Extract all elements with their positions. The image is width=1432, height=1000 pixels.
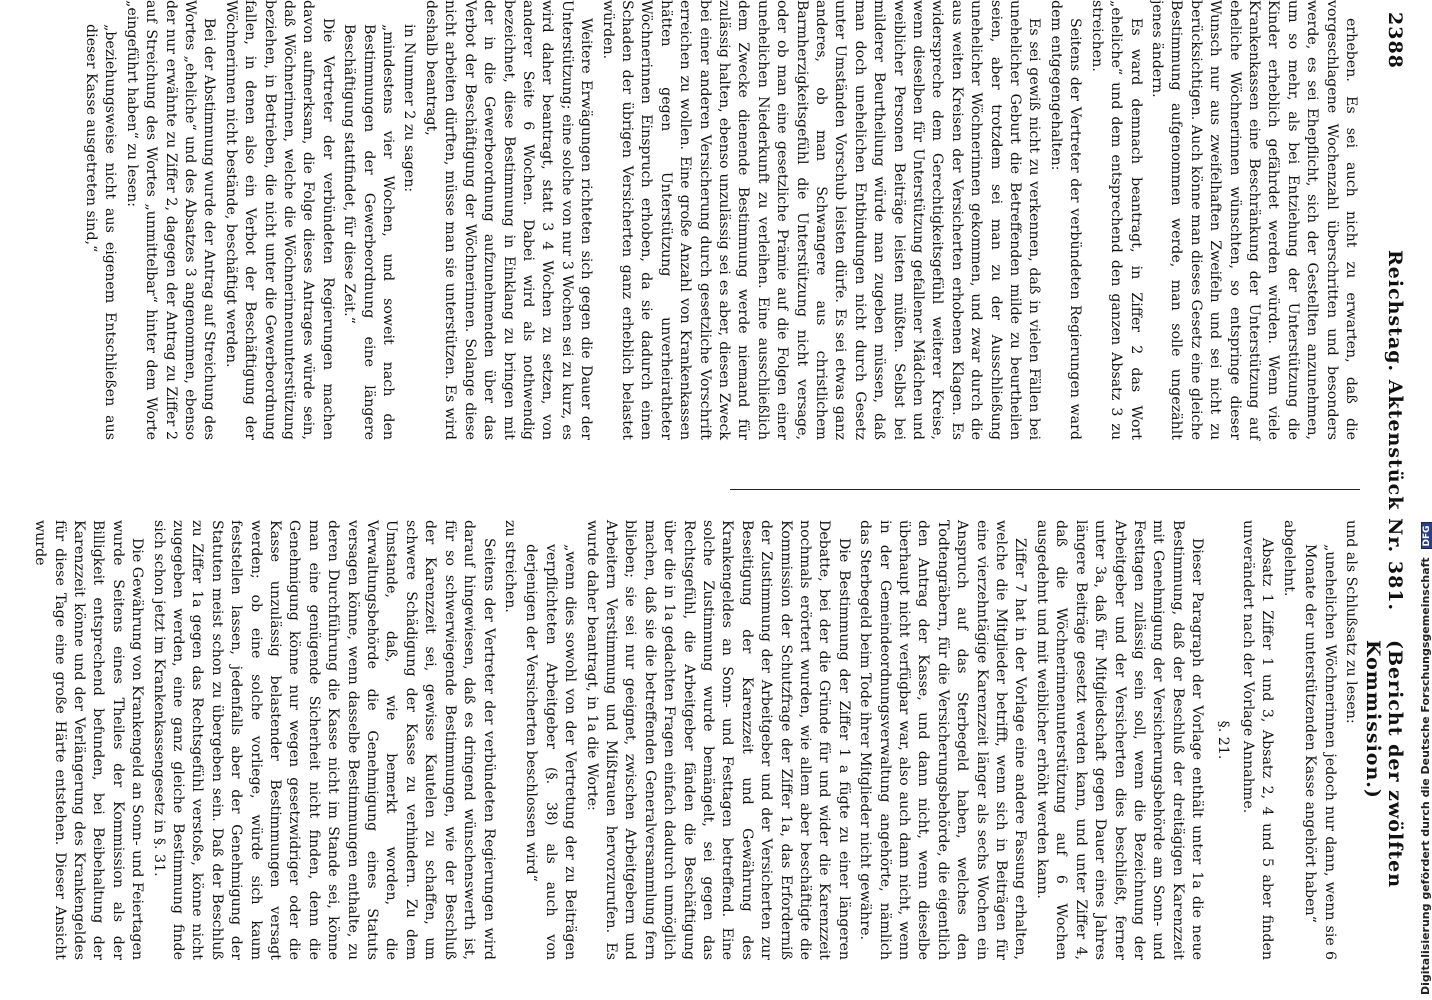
paragraph: „unehelichen Wöchnerinnen jedoch nur dann, wenn sie 6 Monate der unterstützenden Kasse angehört haben“ xyxy=(1302,544,1338,960)
paragraph: abgelehnt. xyxy=(1280,520,1297,597)
page-number: 2388 xyxy=(1384,12,1406,69)
paragraph: Es sei gewiß nicht zu verkennen, daß in vielen Fällen bei unehelicher Geburt die Betreffenden milde zu beurtheilen seien, aber trotzdem sei man zu der Ausschließung unehelicher Wöchnerinnen gekommen, und zwar durch die aus weiten Kreisen der Versicherten erhobenen Klagen. Es widerspreche dem Gerechtigkeitsgefühl weiterer Kreise, wenn dieselben für Unterstützung gefallener Mädchen und weiblicher Personen Beiträge leisten müßten. Selbst bei milderer Beurtheilung würde man zugeben müssen, daß man doch unehelichen Entbindungen nicht durch Gesetz unter Umständen Vorschub leisten dürfe. Es sei etwas ganz anderes, ob man Schwangere aus christlichem Barmherzigkeitsgefühl die Unterstützung nicht versage, oder ob man eine gesetzliche Prämie auf die Folgen einer unehelichen Niederkunft zu verleihen. Eine ausschließlich dem Zwecke dienende Bestimmung werde niemand für zulässig halten, ebenso unzulässig sei es aber, diesen Zweck bei einer anderen Versicherung durch gesetzliche Vorschrift erreichen zu wollen. Eine große Anzahl von Krankenkassen hätten gegen Unterstützung unverheiratheter Wöchnerinnen Einspruch erhoben, da sie dadurch einen Schaden der übrigen Versicherten ganz erheblich belastet würden. xyxy=(599,0,1043,440)
paragraph: in Nummer 2 zu sagen: xyxy=(401,24,418,193)
digitization-credit xyxy=(1419,522,1432,995)
paragraph: Dieser Paragraph der Vorlage enthält unter 1a die neue Bestimmung, daß der Beschluß der dreitägigen Karenzzeit mit Genehmigung der Versicherungsbehörde am Sonn- und Festtagen zulässig sein soll, wenn die Bezeichnung der Arbeitgeber und der Versicherten dies beschließt, ferner unter 3a, daß für Mitgliedschaft gegen Dauer eines Jahres längere Beiträge gesetzt werden kann, und unter Ziffer 4, daß die Wöchnerinnenunterstützung auf 6 Wochen ausgedehnt und mit weiblicher erhöht werden kann. xyxy=(1033,520,1206,960)
paragraph: Weitere Erwägungen richteten sich gegen die Dauer der Unterstützung; eine solche von nur 3 Wochen sei zu kurz, es wird daher beantragt, statt 3 4 Wochen zu setzen, von anderer Seite 6 Wochen. Dabei wird als nothwendig bezeichnet, diese Bestimmung in Einklang zu bringen mit der in die Gewerbeordnung aufzunehmenden über das Verbot der Beschäftigung der Wöchnerinnen. Solange diese nicht arbeiten dürften, müsse man sie unterstützen. Es wird deshalb beantragt, xyxy=(422,0,595,440)
left-column xyxy=(79,0,1360,440)
paragraph: Die Bestimmung der Ziffer 1 a fügte zu einer längeren Debatte, bei der die Gründe für und wider die Karenzzeit nochmals erörtert wurden, wie allem aber beschäftigte die Kommission der Schutzfrage der Ziffer 1a, das Erforderniß der Zustimmung der Arbeitgeber und der Versicherten zur Beseitigung der Karenzzeit und Gewährung des Krankengeldes an Sonn- und Festtagen betreffend. Eine solche Zustimmung wurde bemängelt, sei gegen das Rechtsgefühl, die Arbeitgeber fänden die Beschäftigung über die in 1a gedachten Fragen einfach dadurch unmöglich machen, daß sie die betreffenden Generalversammlung fern blieben; sie sei nur geeignet, zwischen Arbeitgebern und Arbeitern Verstimmung und Mißtrauen hervorzurufen. Es wurde daher beantragt, in 1a die Worte: xyxy=(583,520,852,960)
dfg-logo: DFG xyxy=(1421,522,1432,549)
column-divider xyxy=(730,489,1360,490)
paragraph: Die Vertreter der verbündeten Regierungen machen davon aufmerksam, die Folge dieses Antrages würde sein, daß Wöchnerinnen, welche die Wöchnerinnenunterstützung beziehen, in Betrieben, die nicht unter die Gewerbeordnung fallen, in denen also ein Verbot der Beschäftigung der Wöchnerinnen nicht bestände, beschäftigt werden. xyxy=(222,0,336,440)
right-column xyxy=(28,520,1360,960)
paragraph: Es ward demnach beantragt, in Ziffer 2 das Wort „eheliche“ und dem entsprechend den ganzen Absatz 3 zu streichen. xyxy=(1088,0,1144,440)
digitization-credit-text: Digitalisierung gefördert durch die Deutsche Forschungsgemeinschaft xyxy=(1419,557,1432,995)
paragraph: „beziehungsweise nicht aus eigenem Entschließen aus dieser Kasse ausgetreten sind,“ xyxy=(83,24,119,440)
page-title: Reichstag. Aktenstück Nr. 381. xyxy=(1384,250,1406,612)
paragraph: „mindestens vier Wochen, und soweit nach den Bestimmungen der Gewerbeordnung eine längere Beschäftigung stattfindet, für diese Zeit.“ xyxy=(341,24,397,440)
paragraph: zu streichen. xyxy=(501,520,518,613)
paragraph: Die Gewährung von Krankengeld an Sonn- und Feiertagen wurde Seitens eines Theiles der Kommission als der Billigkeit entsprechend befunden, bei Beibehaltung der Karenzzeit könne und der Verlängerung des Krankengeldes für diese Tage eine große Härte entstehen. Dieser Ansicht wurde xyxy=(32,520,146,960)
section-heading: §. 21. xyxy=(1214,720,1231,760)
page-header xyxy=(1362,0,1416,970)
paragraph: erheben. Es sei auch nicht zu erwarten, daß die vorgeschlagene Wochenzahl überschritten und besonders werde, es sei Ehepflicht, sich der Gestellten anzunehmen, um so mehr, als bei Entziehung der Unterstützung die Kinder erheblich gefährdet werden würden. Wenn viele Krankenkassen eine Beschränkung der Unterstützung auf eheliche Wöchnerinnen wünschten, so entspringe dieser Wunsch nur aus zweifelhaften Zweifeln und sei nicht zu berücksichtigen. Auch könne man dieses Gesetz eine gleiche Bestimmung aufgenommen werde, man solle ungezählt jenes ändern. xyxy=(1148,0,1359,440)
paragraph: Ziffer 7 hat in der Vorlage eine andere Fassung erhalten, welche die Mitglieder betrifft, wenn sich in Beiträgen für eine vierzehntägige Karenzzeit länger als sechs Wochen ein Anspruch auf das Sterbegeld haben, welches den Todtengräbern, für die Versicherungsbehörde, die eigentlich den Antrag der Kasse, und dann nicht, wenn dieselbe überhaupt nicht verfügbar war, also auch dann nicht, wenn in der Gemeindeordnungsverwaltung angehörte, nämlich das Sterbegeld beim Tode ihrer Mitglieder nicht gewähre. xyxy=(857,520,1029,960)
paragraph: Seitens der Vertreter der verbündeten Regierungen wird darauf hingewiesen, daß es dringend wünschenswerth ist, für so schwerwiegende Bestimmungen, wie der Beschluß der Karenzzeit sei, gewisse Kautelen zu schaffen, um schwere Schädigung der Kasse zu verhindern. Zu dem Umstande, daß, wie bemerkt worden, die Verwaltungsbehörde die Genehmigung eines Statuts versagen könne, wenn dasselbe Bestimmungen enthalte, zu deren Durchführung die Kasse nicht im Stande sei, könne man eine genügende Sicherheit nicht finden, denn die Genehmigung könne nur wegen gesetzwidriger oder die Kasse unzulässig belastender Bestimmungen versagt werden; ob eine solche vorliege, würde sich kaum feststellen lassen, jedenfalls aber der Genehmigung der Statuten meist schon zu übergeben sein. Daß der Beschluß zu Ziffer 1a gegen das Rechtsgefühl verstoße, könne nicht zugegeben werden, eine ganz gleiche Bestimmung finde sich schon jetzt im Krankenkassengesetz in §. 31. xyxy=(150,520,497,960)
paragraph: Bei der Abstimmung wurde der Antrag auf Streichung des Wortes „eheliche“ und des Absatzes 3 angenommen, ebenso der nur erwähnte zu Ziffer 2, dagegen der Antrag zu Ziffer 2 auf Streichung des Wortes „unmittelbar“ hinter dem Worte „eingeführt haben“ zu lesen: xyxy=(123,0,218,440)
paragraph: und als Schlußsatz zu lesen: xyxy=(1343,520,1359,724)
page-subtitle: (Bericht der zwölften Kommission.) xyxy=(1362,640,1406,889)
paragraph: Seitens der Vertreter der verbündeten Regierungen ward dem entgegengehalten: xyxy=(1047,0,1084,440)
document-page xyxy=(1,0,1416,970)
paragraph: Absatz 1 Ziffer 1 und 3, Absatz 2, 4 und 5 aber finden unverändert nach der Vorlage Annahme. xyxy=(1239,520,1276,960)
paragraph: „wenn dies sowohl von der Vertretung der zu Beiträgen verpflichteten Arbeitgeber (§. 38) als auch von derjenigen der Versicherten beschlossen wird“ xyxy=(523,544,579,960)
